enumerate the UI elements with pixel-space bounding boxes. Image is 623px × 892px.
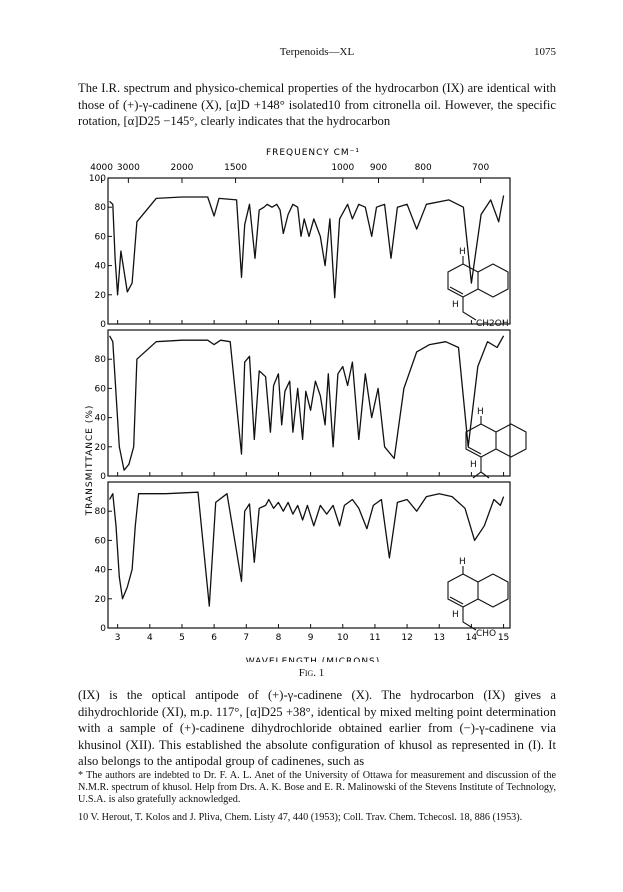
wavelength-tick-label: 8 <box>275 633 282 643</box>
y-tick-label: 40 <box>94 565 106 576</box>
frequency-tick-label: 4000 <box>90 163 114 173</box>
y-tick-label: 80 <box>94 507 106 518</box>
figure-caption: Fig. 1 <box>298 667 325 679</box>
spectrum-panel-top <box>89 174 510 330</box>
paragraph-top: The I.R. spectrum and physico-chemical properties of the hydrocarbon (IX) are identical with those of (+)-γ-cadinene (X), [α]D +148° isolated10 from citronella oil. However, the specific rotation, [α]D25 −145°, clearly indicates that the hydrocarbon <box>78 81 556 129</box>
structure-cho <box>448 557 508 639</box>
wavelength-tick-label: 11 <box>369 633 381 643</box>
spectrum-line-bottom <box>110 492 504 606</box>
y-tick-label: 60 <box>94 536 106 547</box>
page-number: 1075 <box>534 46 556 58</box>
spectrum-panel-middle <box>95 330 510 482</box>
frequency-tick-label: 2000 <box>170 163 194 173</box>
running-title: Terpenoids—XL <box>279 46 355 58</box>
paragraph-bottom: (IX) is the optical antipode of (+)-γ-cadinene (X). The hydrocarbon (IX) gives a dihydrochloride (XI), m.p. 117°, [α]D25 +38°, identical by mixed melting point determination with a sample of (+)-cadinene dihydrochloride obtained earlier from (−)-γ-cadinene via khusinol (XII). This established the absolute configuration of khusol as represented in (I). It also belongs to the antipodal group of cadinenes, such as <box>78 688 556 769</box>
wavelength-tick-label: 3 <box>114 633 121 643</box>
structure-cadinene <box>466 407 526 478</box>
wavelength-tick-label: 6 <box>211 633 217 643</box>
struct-h-top: H <box>477 407 484 417</box>
wavelength-tick-label: 4 <box>146 633 153 643</box>
wavelength-tick-label: 9 <box>307 633 314 643</box>
wavelength-axis-label: WAVELENGTH (MICRONS) <box>245 657 381 662</box>
wavelength-tick-label: 13 <box>433 633 445 643</box>
y-tick-label: 80 <box>94 355 106 366</box>
frequency-tick-label: 700 <box>472 163 490 173</box>
wavelength-tick-label: 15 <box>497 633 510 643</box>
y-tick-label: 20 <box>94 290 106 301</box>
y-tick-label: 80 <box>94 203 106 214</box>
y-tick-label: 20 <box>94 594 106 605</box>
struct-h-top: H <box>459 557 466 567</box>
y-tick-label: 100 <box>88 174 106 184</box>
y-axis-label: TRANSMITTANCE (%) <box>85 404 95 516</box>
y-tick-label: 20 <box>94 442 106 453</box>
struct-group-ch2oh: CH2OH <box>476 319 509 329</box>
spectrum-panel-bottom <box>95 482 510 634</box>
structure-ch2oh <box>448 247 509 329</box>
y-tick-label: 0 <box>100 472 106 482</box>
y-tick-label: 60 <box>94 232 106 243</box>
frequency-tick-label: 900 <box>369 163 388 173</box>
frequency-ticks <box>90 163 489 183</box>
y-tick-label: 40 <box>94 413 106 424</box>
wavelength-ticks <box>115 633 510 643</box>
wavelength-tick-label: 14 <box>465 633 478 643</box>
footnote-reference-10: 10 V. Herout, T. Kolos and J. Pliva, Chem. Listy 47, 440 (1953); Coll. Trav. Chem. Tchecosl. 18, 886 (1953). <box>78 812 523 823</box>
frequency-tick-label: 1500 <box>224 163 248 173</box>
frequency-axis-label: FREQUENCY CM⁻¹ <box>265 148 361 158</box>
spectrum-panels <box>89 174 510 634</box>
footnote-acknowledgement: * The authors are indebted to Dr. F. A. L. Anet of the University of Ottawa for measurement and discussion of the N.M.R. spectrum of khusol. Help from Drs. A. K. Bose and E. R. Malinowski of the Stevens Institute of Technology, U.S.A. is also gratefully acknowledged. <box>78 770 556 806</box>
struct-group-cho: CHO <box>476 629 497 639</box>
frequency-tick-label: 3000 <box>116 163 140 173</box>
wavelength-tick-label: 5 <box>179 633 185 643</box>
spectrum-line-top <box>110 196 504 298</box>
struct-h-top: H <box>459 247 466 257</box>
wavelength-tick-label: 7 <box>243 633 250 643</box>
ir-spectrum-figure <box>78 142 548 667</box>
y-tick-label: 0 <box>100 624 106 634</box>
running-header <box>78 46 556 60</box>
y-tick-label: 40 <box>94 261 106 272</box>
struct-h-bottom: H <box>452 300 459 310</box>
frequency-tick-label: 1000 <box>331 163 355 173</box>
struct-h-bottom: H <box>470 460 477 470</box>
wavelength-tick-label: 10 <box>337 633 349 643</box>
panel-frame <box>108 482 510 628</box>
y-tick-label: 0 <box>100 320 106 330</box>
spectrum-line-middle <box>110 336 504 470</box>
y-tick-label: 60 <box>94 384 106 395</box>
ir-spectra-chart <box>78 142 548 662</box>
wavelength-tick-label: 12 <box>401 633 413 643</box>
frequency-tick-label: 800 <box>414 163 432 173</box>
struct-h-bottom: H <box>452 610 459 620</box>
